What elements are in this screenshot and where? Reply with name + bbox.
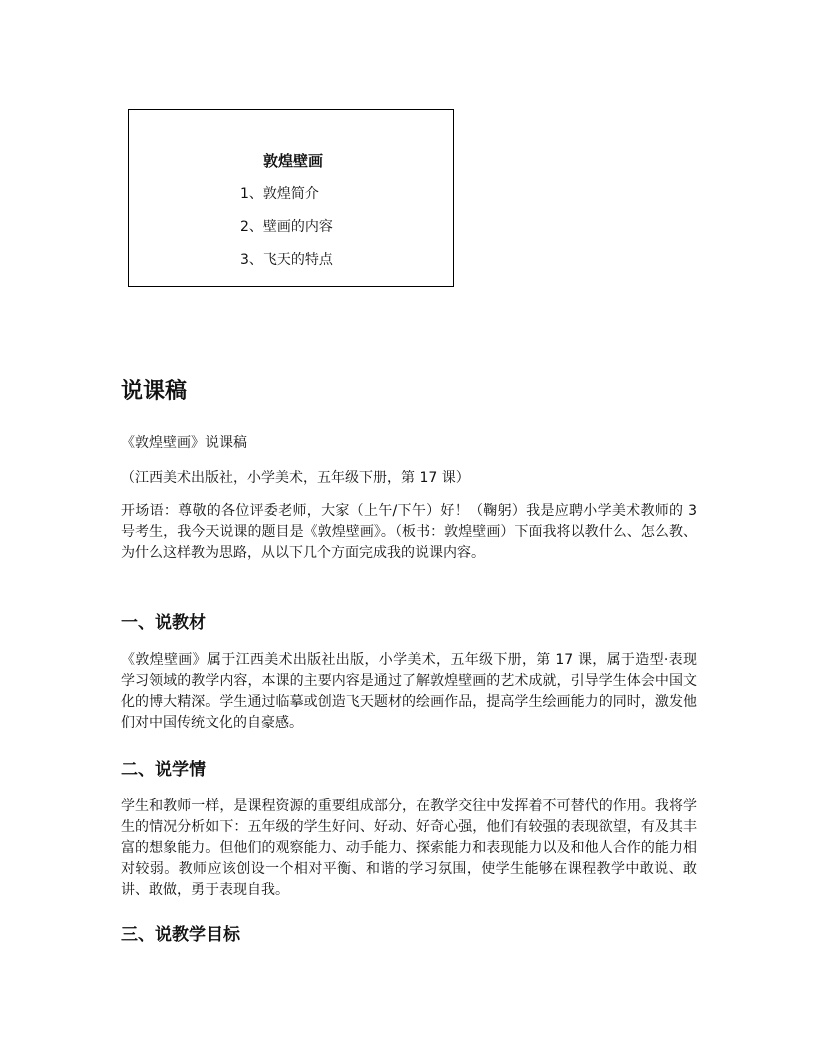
blackboard-outline-box	[128, 109, 454, 287]
section-body-students: 学生和教师一样，是课程资源的重要组成部分，在教学交往中发挥着不可替代的作用。我将学生的情况分析如下：五年级的学生好问、好动、好奇心强，他们有较强的表现欲望，有及其丰富的想象能力。但他们的观察能力、动手能力、探索能力和表现能力以及和他人合作的能力相对较弱。教师应该创设一个相对平衡、和谐的学习氛围，使学生能够在课程教学中敢说、敢讲、敢做，勇于表现自我。	[121, 798, 697, 898]
section-heading-students: 二、说学情	[121, 760, 206, 780]
document-subtitle: 《敦煌壁画》说课稿	[121, 435, 247, 451]
opening-paragraph: 开场语：尊敬的各位评委老师，大家（上午/下午）好！（鞠躬）我是应聘小学美术教师的 3 号考生，我今天说课的题目是《敦煌壁画》。（板书：敦煌壁画）下面我将以教什么、怎么教、为什么这样教为思路，从以下几个方面完成我的说课内容。	[121, 503, 697, 561]
board-item-content: 2、壁画的内容	[240, 219, 333, 235]
document-title: 说课稿	[121, 379, 188, 404]
board-item-feitian: 3、飞天的特点	[240, 252, 333, 268]
publisher-note: （江西美术出版社，小学美术，五年级下册，第 17 课）	[121, 470, 470, 486]
section-body-textbook: 《敦煌壁画》属于江西美术出版社出版，小学美术，五年级下册，第 17 课，属于造型·表现学习领域的教学内容，本课的主要内容是通过了解敦煌壁画的艺术成就，引导学生体会中国文化的博大精深。学生通过临摹或创造飞天题材的绘画作品，提高学生绘画能力的同时，激发他们对中国传统文化的自豪感。	[121, 652, 697, 731]
board-title: 敦煌壁画	[263, 152, 324, 170]
section-heading-objectives: 三、说教学目标	[121, 925, 240, 945]
board-item-intro: 1、敦煌简介	[240, 186, 319, 202]
section-heading-textbook: 一、说教材	[121, 613, 206, 633]
